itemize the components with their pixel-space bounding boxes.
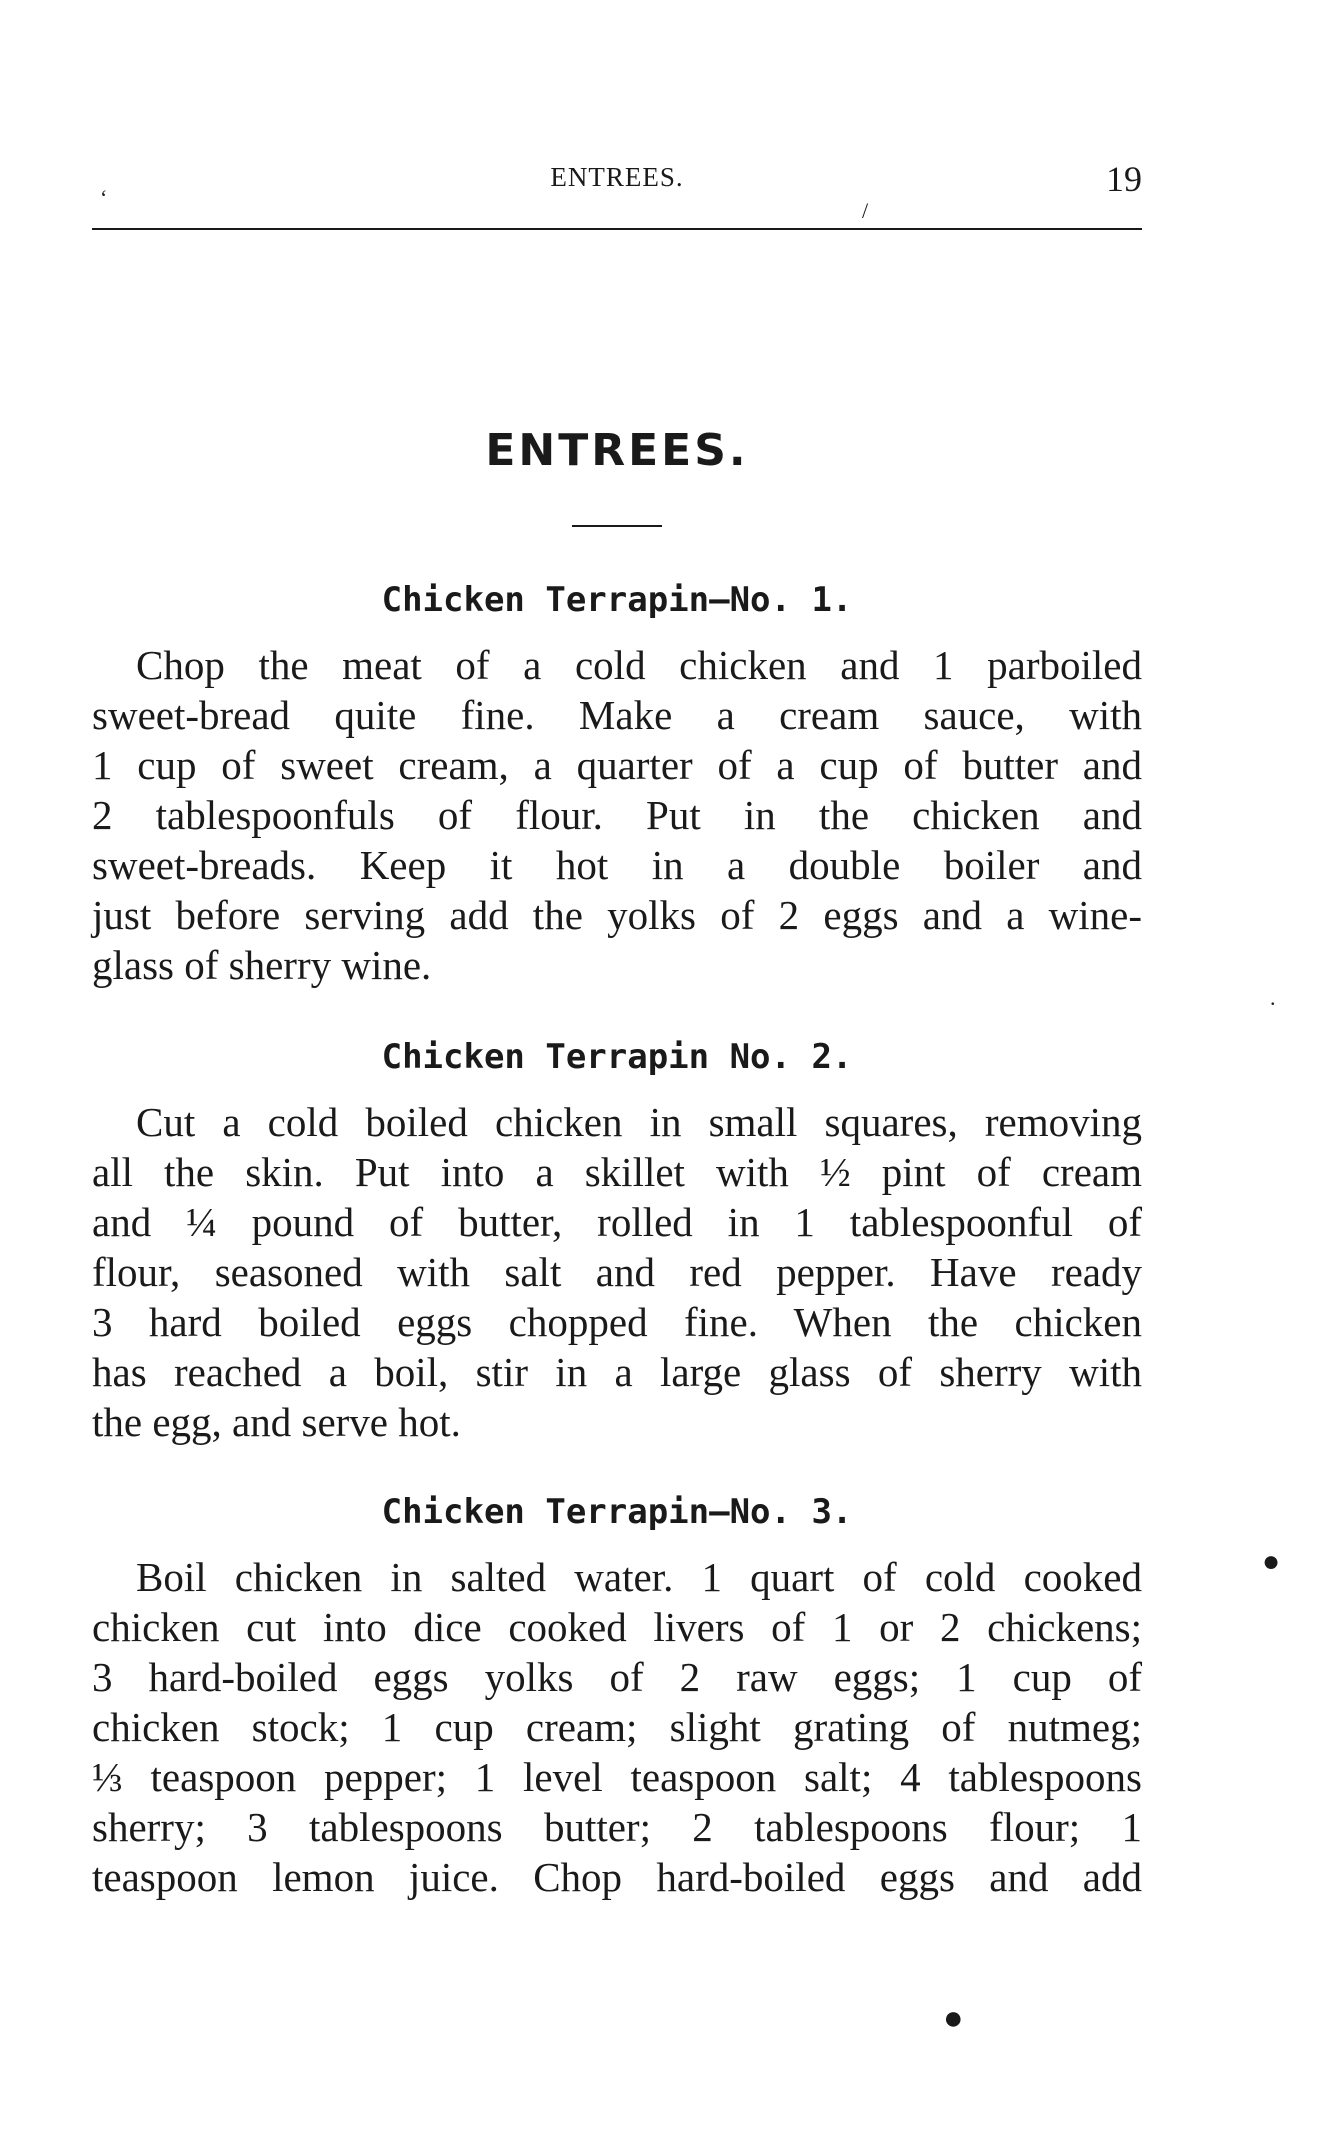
text-line: ⅓ teaspoon pepper; 1 level teaspoon salt; 4 tablespoons (92, 1754, 1142, 1800)
title-rule (572, 525, 662, 527)
text-line: teaspoon lemon juice. Chop hard-boiled eggs and add (92, 1854, 1142, 1900)
running-head-title: ENTREES. (550, 162, 684, 192)
book-page (92, 0, 1142, 2138)
text-line: 1 cup of sweet cream, a quarter of a cup of butter and (92, 742, 1142, 788)
text-line: sweet-breads. Keep it hot in a double boiler and (92, 842, 1142, 888)
print-speck: . (1270, 985, 1276, 1010)
chapter-title: ENTREES. (485, 425, 749, 476)
text-line: has reached a boil, stir in a large glass of sherry with (92, 1349, 1142, 1395)
text-line: the egg, and serve hot. (92, 1399, 461, 1445)
print-speck: ● (1262, 1545, 1281, 1578)
text-line: chicken cut into dice cooked livers of 1 or 2 chickens; (92, 1604, 1142, 1650)
text-line: 2 tablespoonfuls of flour. Put in the chicken and (92, 792, 1142, 838)
recipe-text (92, 1552, 1142, 1902)
text-line: glass of sherry wine. (92, 942, 432, 988)
recipe-title: Chicken Terrapin No. 2. (381, 1037, 853, 1077)
print-speck: / (862, 198, 869, 223)
print-speck: ● (943, 2000, 964, 2037)
text-line: Cut a cold boiled chicken in small squares, removing (136, 1099, 1142, 1145)
recipe-title: Chicken Terrapin—No. 3. (381, 1492, 853, 1532)
running-head (92, 158, 1142, 198)
recipe-title: Chicken Terrapin—No. 1. (381, 580, 853, 620)
text-line: sweet-bread quite fine. Make a cream sauce, with (92, 692, 1142, 738)
text-line: 3 hard-boiled eggs yolks of 2 raw eggs; 1 cup of (92, 1654, 1142, 1700)
text-line: Chop the meat of a cold chicken and 1 parboiled (136, 642, 1142, 688)
text-line: all the skin. Put into a skillet with ½ pint of cream (92, 1149, 1142, 1195)
print-speck: ‘ (100, 185, 108, 210)
text-line: 3 hard boiled eggs chopped fine. When the chicken (92, 1299, 1142, 1345)
text-line: chicken stock; 1 cup cream; slight grating of nutmeg; (92, 1704, 1142, 1750)
recipe-text (92, 1097, 1142, 1447)
text-line: flour, seasoned with salt and red pepper. Have ready (92, 1249, 1142, 1295)
header-rule (92, 228, 1142, 230)
text-line: sherry; 3 tablespoons butter; 2 tablespoons flour; 1 (92, 1804, 1142, 1850)
text-line: and ¼ pound of butter, rolled in 1 tablespoonful of (92, 1199, 1142, 1245)
text-line: just before serving add the yolks of 2 eggs and a wine- (92, 892, 1142, 938)
text-line: Boil chicken in salted water. 1 quart of cold cooked (136, 1554, 1142, 1600)
page-number: 19 (1106, 159, 1142, 199)
recipe-text (92, 640, 1142, 990)
